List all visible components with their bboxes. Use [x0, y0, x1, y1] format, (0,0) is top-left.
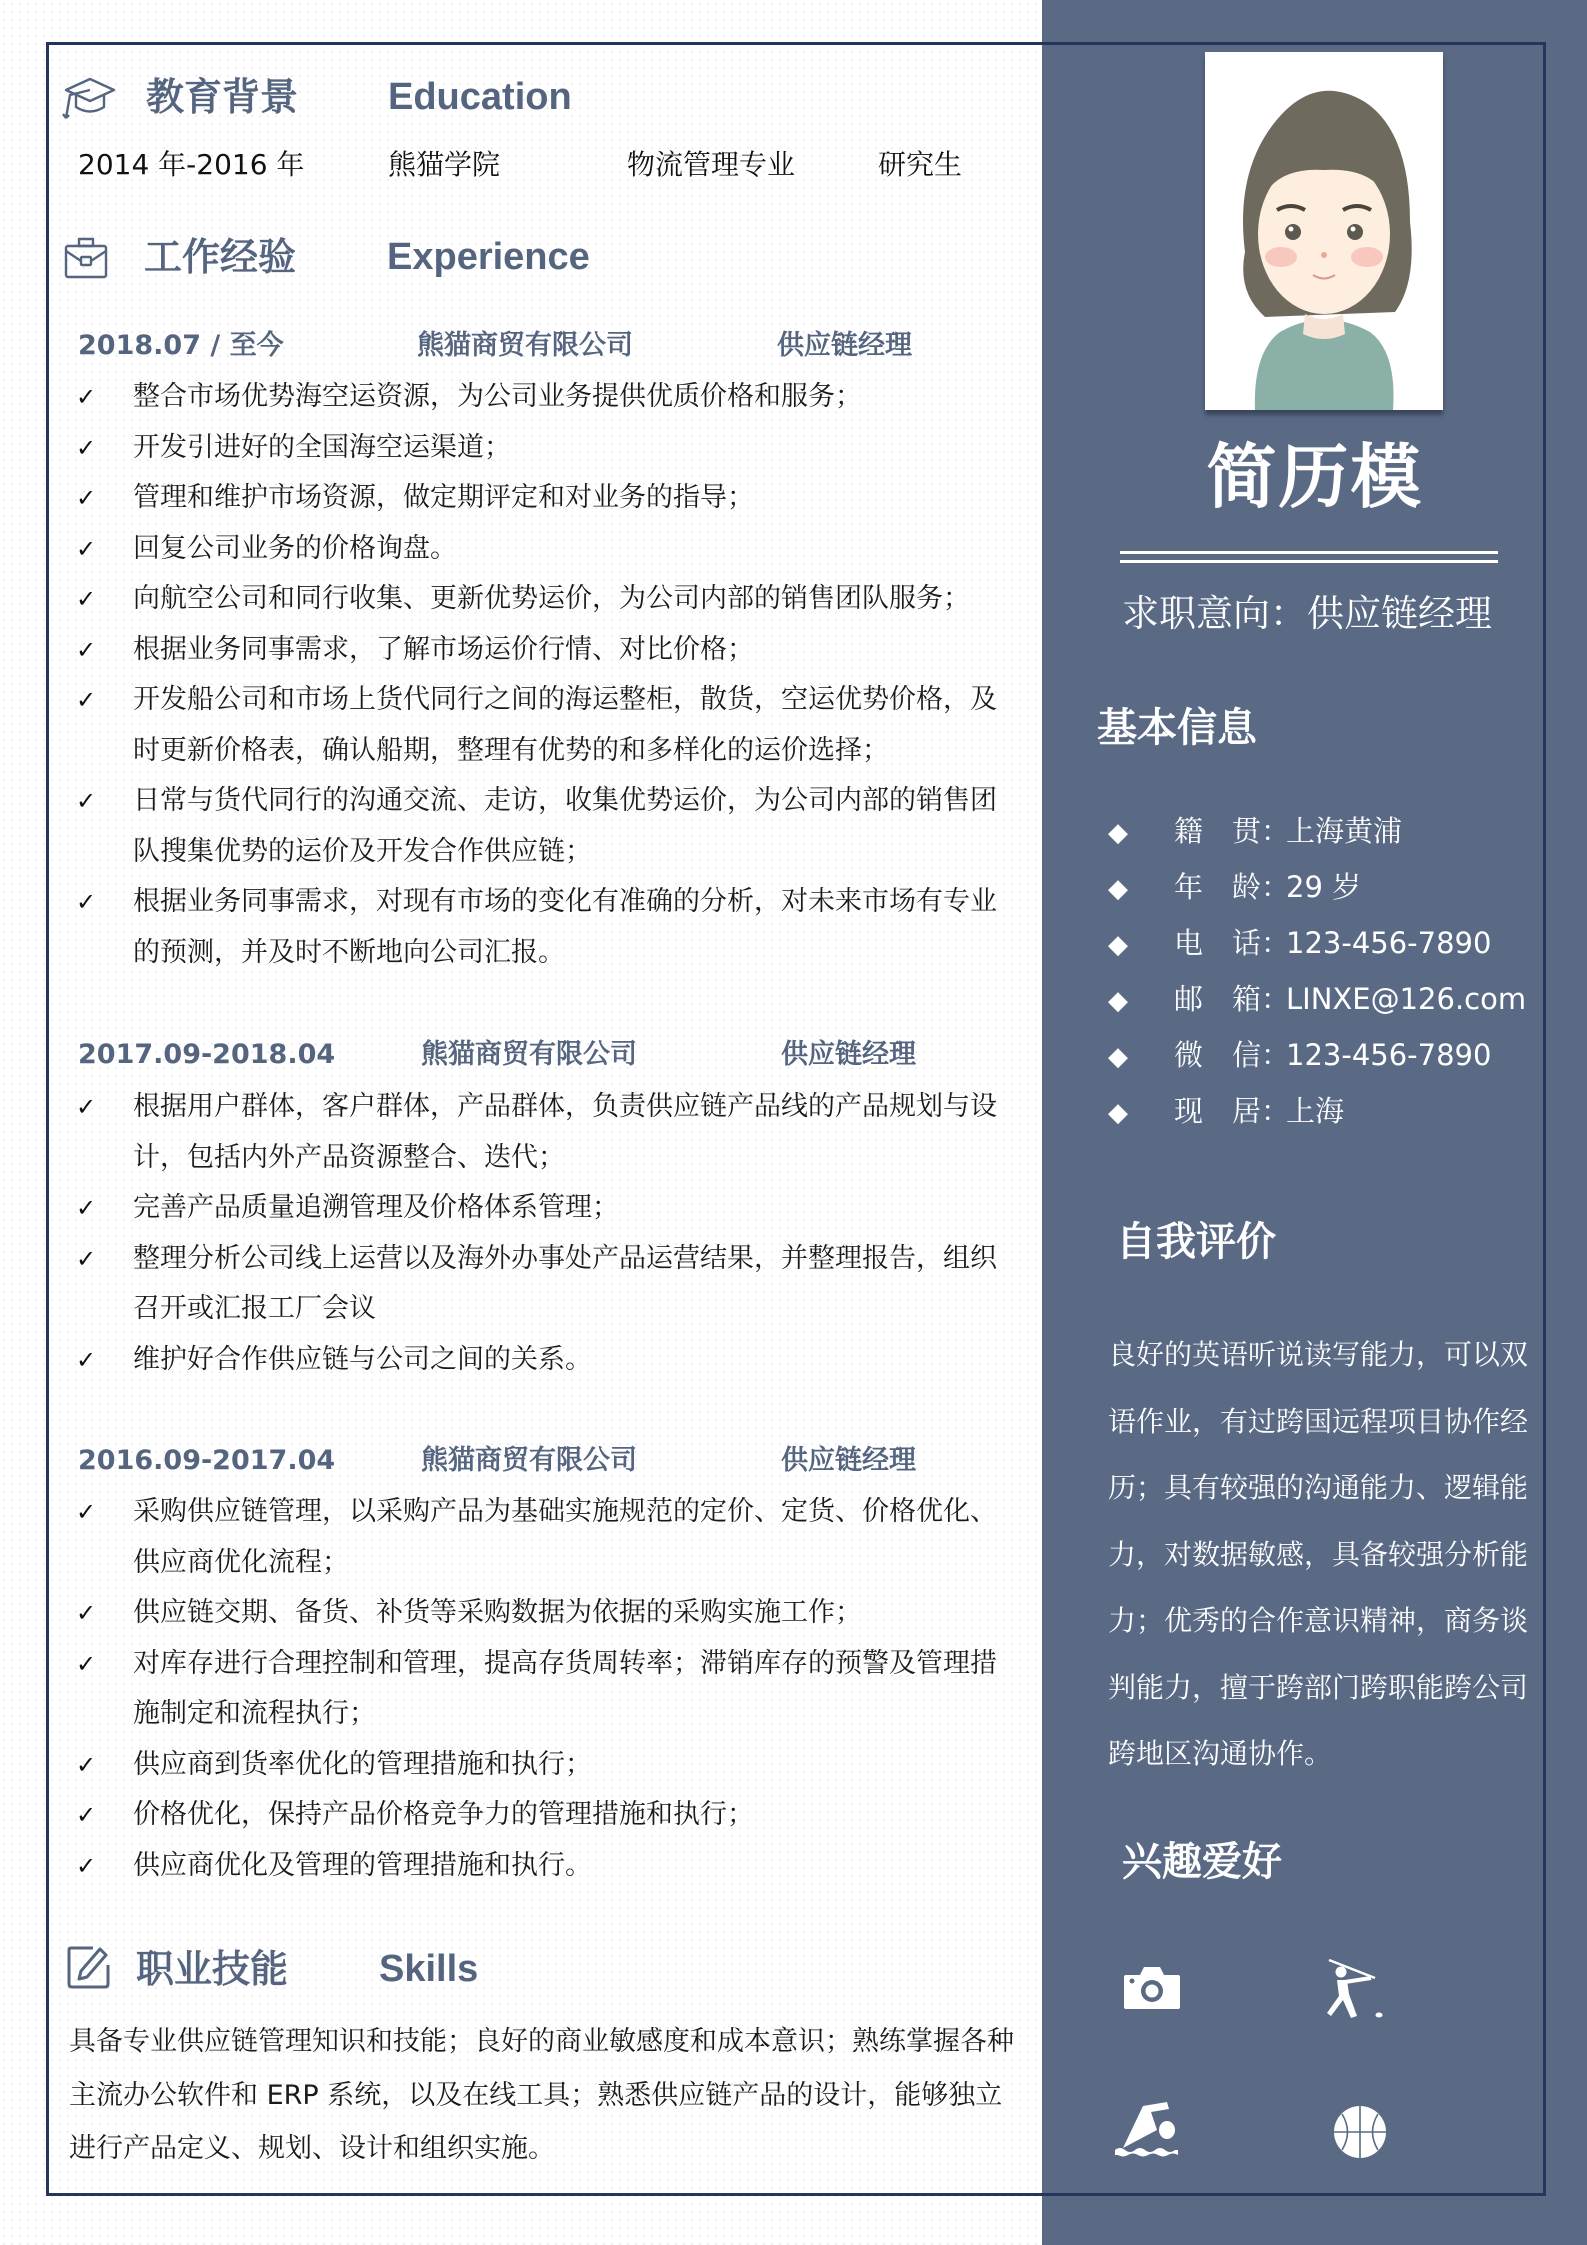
briefcase-icon — [64, 237, 108, 279]
check-icon: ✓ — [76, 484, 97, 512]
job-company: 熊猫商贸有限公司 — [421, 1039, 637, 1070]
check-icon: ✓ — [76, 888, 97, 916]
duty-item: ✓ 根据业务同事需求，对现有市场的变化有准确的分析，对未来市场有专业的预测，并及时不断地向公司汇报。 — [76, 877, 1006, 978]
check-icon: ✓ — [76, 1244, 97, 1273]
basic-info-title: 基本信息 — [1097, 705, 1257, 751]
diamond-bullet-icon: ◆ — [1108, 930, 1128, 960]
duty-item: ✓ 价格优化，保持产品价格竞争力的管理措施和执行； — [76, 1790, 1006, 1841]
duty-item: ✓ 开发引进好的全国海空运渠道； — [76, 423, 1006, 474]
self-eval-text: 良好的英语听说读写能力，可以双语作业，有过跨国远程项目协作经历；具有较强的沟通能力、逻辑能力，对数据敏感，具备较强分析能力；优秀的合作意识精神，商务谈判能力，擅于跨部门跨职能跨公司跨地区沟通协作。 — [1108, 1338, 1529, 1770]
info-row-email: ◆ 邮 箱：LINXE@126.com — [1108, 982, 1527, 1016]
experience-title-en: Experience — [387, 236, 590, 278]
self-eval-title: 自我评价 — [1116, 1219, 1276, 1265]
job-position: 供应链经理 — [781, 1445, 916, 1476]
diamond-bullet-icon: ◆ — [1108, 818, 1128, 848]
job-intent: 求职意向：供应链经理 — [1122, 592, 1492, 635]
profile-photo — [1205, 52, 1443, 410]
info-row-hometown: ◆ 籍 贯：上海黄浦 — [1108, 814, 1403, 848]
job-period: 2018.07 / 至今 — [78, 330, 284, 361]
check-icon: ✓ — [76, 1599, 97, 1627]
experience-title: 工作经验 — [144, 235, 297, 279]
education-title-en: Education — [388, 76, 572, 118]
edit-pencil-icon — [67, 1945, 111, 1989]
job-duties-list — [76, 372, 1006, 978]
job-company: 熊猫商贸有限公司 — [417, 330, 633, 361]
duty-item: ✓ 管理和维护市场资源，做定期评定和对业务的指导； — [76, 473, 1006, 524]
divider-line — [1120, 551, 1498, 554]
duty-item: ✓ 整理分析公司线上运营以及海外办事处产品运营结果，并整理报告，组织召开或汇报工厂会议 — [76, 1234, 1006, 1335]
job-company: 熊猫商贸有限公司 — [421, 1445, 637, 1476]
duty-item: ✓ 开发船公司和市场上货代同行之间的海运整柜，散货，空运优势价格，及时更新价格表，确认船期，整理有优势的和多样化的运价选择； — [76, 675, 1006, 776]
job-duties-list — [76, 1082, 1006, 1385]
info-row-phone: ◆ 电 话：123-456-7890 — [1108, 926, 1492, 960]
duty-item: ✓ 回复公司业务的价格询盘。 — [76, 524, 1006, 575]
check-icon: ✓ — [76, 1851, 97, 1880]
duty-item: ✓ 整合市场优势海空运资源，为公司业务提供优质价格和服务； — [76, 372, 1006, 423]
duty-item: ✓ 供应链交期、备货、补货等采购数据为依据的采购实施工作； — [76, 1588, 1006, 1639]
duty-item: ✓ 供应商优化及管理的管理措施和执行。 — [76, 1841, 1006, 1892]
duty-item: ✓ 采购供应链管理，以采购产品为基础实施规范的定价、定货、价格优化、供应商优化流程； — [76, 1487, 1006, 1588]
skills-description: 具备专业供应链管理知识和技能；良好的商业敏感度和成本意识；熟练掌握各种主流办公软件和 ERP 系统，以及在线工具；熟悉供应链产品的设计，能够独立进行产品定义、规划、设计和组织实施。 — [69, 2026, 1014, 2164]
check-icon: ✓ — [76, 585, 97, 613]
diamond-bullet-icon: ◆ — [1108, 1098, 1128, 1128]
education-school: 熊猫学院 — [388, 148, 501, 181]
check-icon: ✓ — [76, 686, 97, 714]
duty-item: ✓ 对库存进行合理控制和管理，提高存货周转率；滞销库存的预警及管理措施制定和流程执行； — [76, 1639, 1006, 1740]
duty-item: ✓ 完善产品质量追溯管理及价格体系管理； — [76, 1183, 1006, 1234]
check-icon: ✓ — [76, 787, 97, 815]
job-position: 供应链经理 — [781, 1039, 916, 1070]
check-icon: ✓ — [76, 1093, 97, 1121]
diamond-bullet-icon: ◆ — [1108, 1042, 1128, 1072]
check-icon: ✓ — [76, 1750, 97, 1779]
duty-item: ✓ 根据用户群体，客户群体，产品群体，负责供应链产品线的产品规划与设计，包括内外产品资源整合、迭代； — [76, 1082, 1006, 1183]
diamond-bullet-icon: ◆ — [1108, 874, 1128, 904]
check-icon: ✓ — [76, 1498, 97, 1526]
info-row-wechat: ◆ 微 信：123-456-7890 — [1108, 1038, 1492, 1072]
job-period: 2016.09-2017.04 — [78, 1445, 336, 1476]
education-major: 物流管理专业 — [627, 148, 796, 181]
camera-icon — [1122, 1963, 1192, 2033]
check-icon: ✓ — [76, 1649, 97, 1678]
check-icon: ✓ — [76, 1345, 97, 1374]
duty-item: ✓ 根据业务同事需求，了解市场运价行情、对比价格； — [76, 625, 1006, 676]
check-icon: ✓ — [76, 534, 97, 563]
job-position: 供应链经理 — [777, 330, 912, 361]
diamond-bullet-icon: ◆ — [1108, 986, 1128, 1016]
info-row-residence: ◆ 现 居：上海 — [1108, 1094, 1345, 1128]
divider-line — [1120, 560, 1498, 563]
education-period: 2014 年-2016 年 — [78, 148, 305, 181]
swimming-icon — [1115, 2102, 1185, 2172]
check-icon: ✓ — [76, 635, 97, 664]
education-degree: 研究生 — [878, 148, 963, 181]
job-duties-list — [76, 1487, 1006, 1891]
cartoon-avatar — [1205, 52, 1443, 410]
check-icon: ✓ — [76, 1801, 97, 1829]
check-icon: ✓ — [76, 383, 97, 411]
graduation-cap-icon — [60, 74, 118, 122]
duty-item: ✓ 日常与货代同行的沟通交流、走访，收集优势运价，为公司内部的销售团队搜集优势的运价及开发合作供应链； — [76, 776, 1006, 877]
golf-icon — [1325, 1958, 1395, 2028]
candidate-name: 简历模 — [1206, 436, 1423, 518]
basketball-icon — [1333, 2105, 1403, 2175]
skills-title-en: Skills — [379, 1948, 479, 1990]
duty-item: ✓ 向航空公司和同行收集、更新优势运价，为公司内部的销售团队服务； — [76, 574, 1006, 625]
hobbies-title: 兴趣爱好 — [1122, 1839, 1282, 1885]
check-icon: ✓ — [76, 433, 97, 462]
duty-item: ✓ 维护好合作供应链与公司之间的关系。 — [76, 1335, 1006, 1386]
info-row-age: ◆ 年 龄：29 岁 — [1108, 870, 1362, 904]
job-period: 2017.09-2018.04 — [78, 1039, 336, 1070]
check-icon: ✓ — [76, 1194, 97, 1222]
duty-item: ✓ 供应商到货率优化的管理措施和执行； — [76, 1740, 1006, 1791]
skills-title: 职业技能 — [136, 1947, 289, 1991]
education-title: 教育背景 — [146, 75, 299, 119]
